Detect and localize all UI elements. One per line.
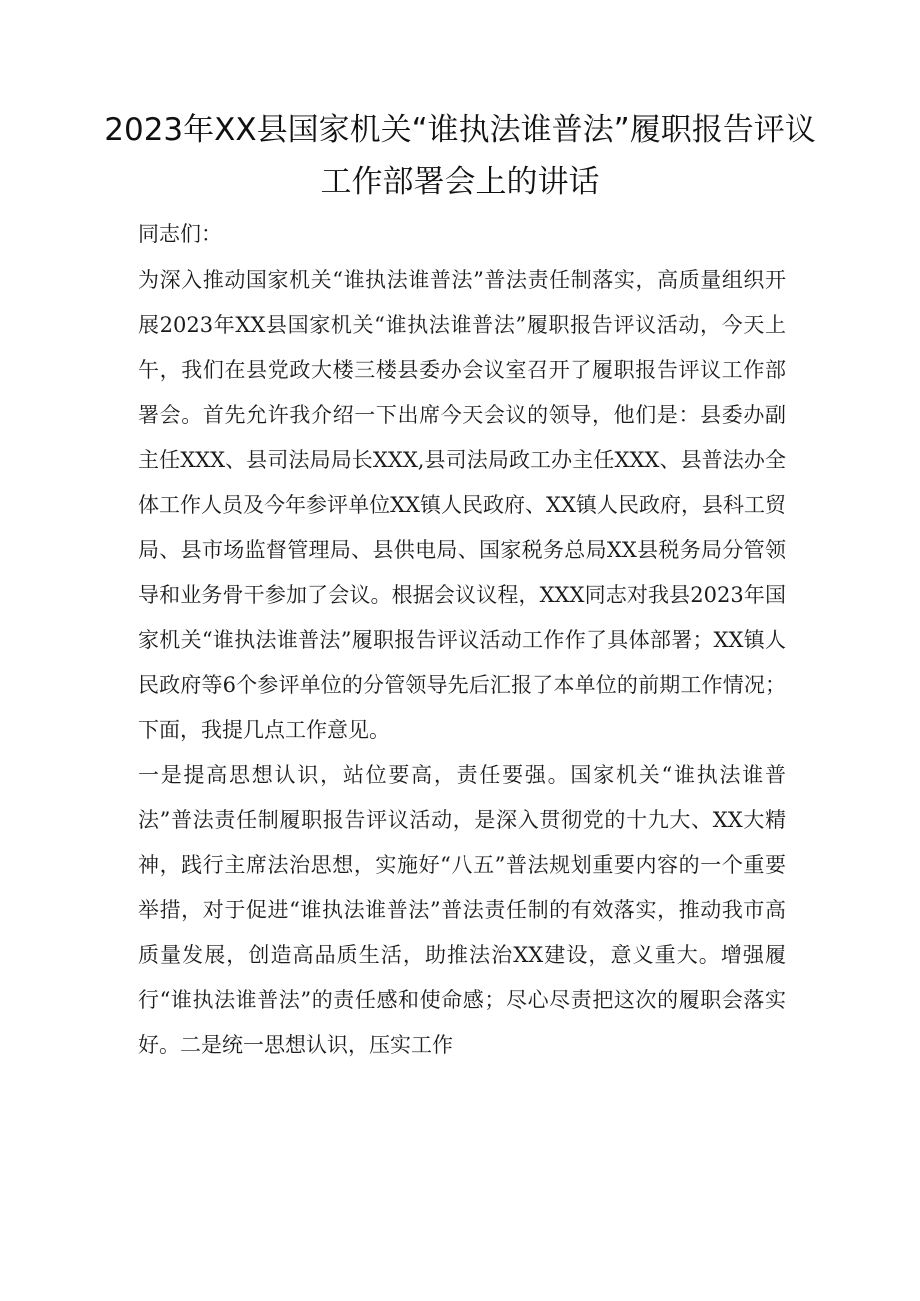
paragraph-intro: 为深入推动国家机关“谁执法谁普法”普法责任制落实，高质量组织开展2023年XX县国家机关“谁执法谁普法”履职报告评议活动，今天上午，我们在县党政大楼三楼县委办会议室召开了履职报告评议工作部署会。首先允许我介绍一下出席今天会议的领导，他们是：县委办副主任XXX、县司法局局长XXX,县司法局政工办主任XXX、县普法办全体工作人员及今年参评单位XX镇人民政府、XX镇人民政府，县科工贸局、县市场监督管理局、县供电局、国家税务总局XX县税务局分管领导和业务骨干参加了会议。根据会议议程，XXX同志对我县2023年国家机关“谁执法谁普法”履职报告评议活动工作作了具体部署；XX镇人民政府等6个参评单位的分管领导先后汇报了本单位的前期工作情况；下面，我提几点工作意见。 [138, 268, 786, 742]
document-body [138, 212, 786, 1068]
paragraph-point-one: 一是提高思想认识，站位要高，责任要强。国家机关“谁执法谁普法”普法责任制履职报告评议活动，是深入贯彻党的十九大、XX大精神，践行主席法治思想，实施好“八五”普法规划重要内容的一个重要举措，对于促进“谁执法谁普法”普法责任制的有效落实，推动我市高质量发展，创造高品质生活，助推法治XX建设，意义重大。增强履行“谁执法谁普法”的责任感和使命感；尽心尽责把这次的履职会落实好。二是统一思想认识，压实工作 [138, 763, 786, 1057]
document-title: 2023年XX县国家机关“谁执法谁普法”履职报告评议工作部署会上的讲话 [104, 112, 816, 200]
salutation: 同志们： [138, 222, 222, 246]
